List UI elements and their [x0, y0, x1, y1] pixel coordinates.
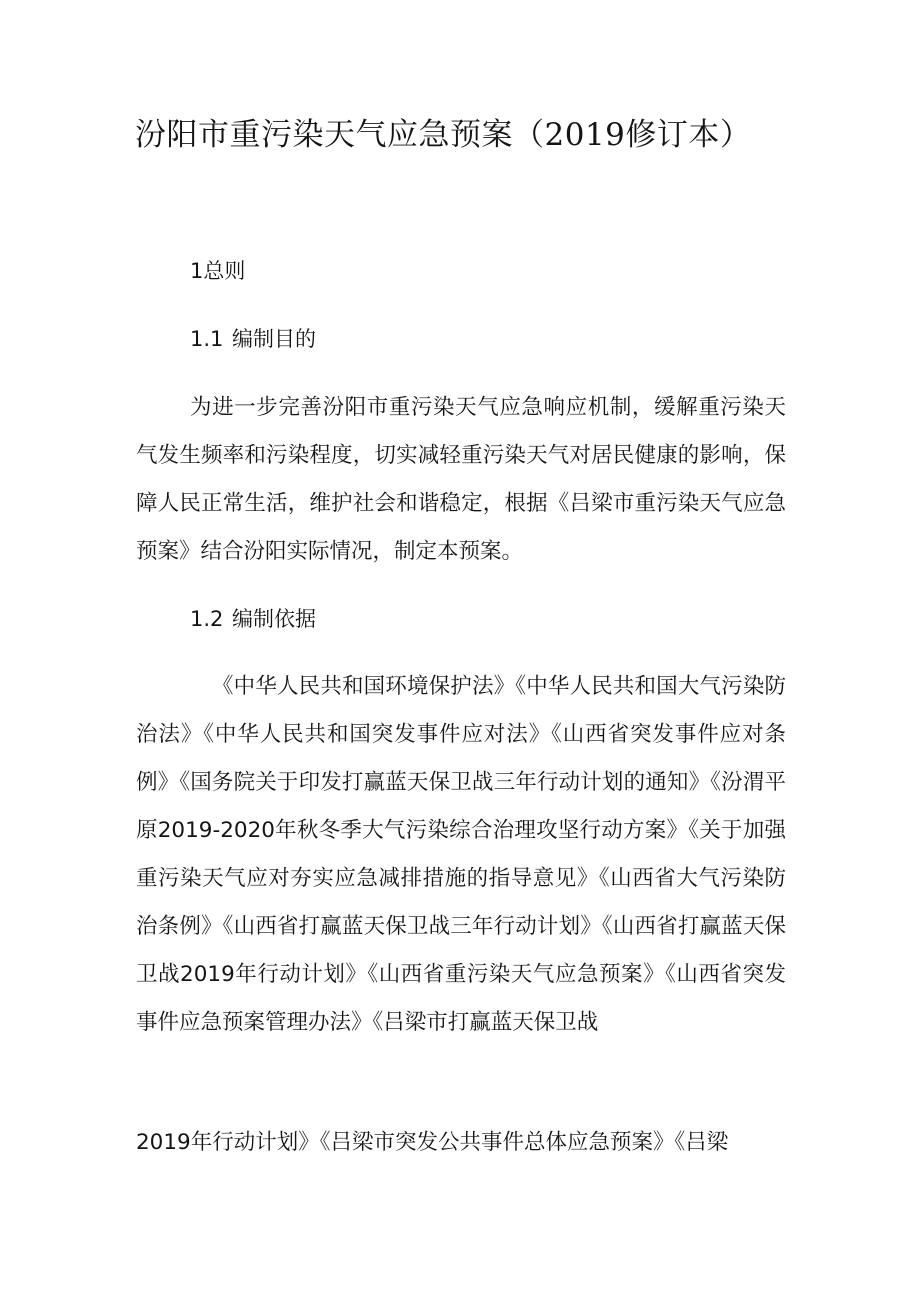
section-number: 1.2 [190, 607, 224, 631]
section-heading-general [190, 256, 245, 286]
section-number: 1.1 [190, 327, 224, 351]
section-number: 1 [190, 259, 204, 283]
section-heading-purpose [190, 324, 316, 354]
document-title: 汾阳市重污染天气应急预案（2019修订本） [135, 117, 752, 153]
section-title: 总则 [203, 259, 246, 283]
section-title: 编制依据 [232, 607, 316, 631]
purpose-paragraph: 为进一步完善汾阳市重污染天气应急响应机制，缓解重污染天气发生频率和污染程度，切实减轻重污染天气对居民健康的影响，保障人民正常生活，维护社会和谐稳定，根据《吕梁市重污染天气应急预案》结合汾阳实际情况，制定本预案。 [136, 395, 786, 564]
basis-paragraph-continuation: 2019年行动计划》《吕梁市突发公共事件总体应急预案》《吕梁 [136, 1130, 729, 1155]
section-heading-basis [190, 604, 316, 634]
section-title: 编制目的 [232, 327, 316, 351]
basis-paragraph: 《中华人民共和国环境保护法》《中华人民共和国大气污染防治法》《中华人民共和国突发事件应对法》《山西省突发事件应对条例》《国务院关于印发打赢蓝天保卫战三年行动计划的通知》《汾渭平原2019-2020年秋冬季大气污染综合治理攻坚行动方案》《关于加强重污染天气应对夯实应急减排措施的指导意见》《山西省大气污染防治条例》《山西省打赢蓝天保卫战三年行动计划》《山西省打赢蓝天保卫战2019年行动计划》《山西省重污染天气应急预案》《山西省突发事件应急预案管理办法》《吕梁市打赢蓝天保卫战 [136, 674, 786, 1035]
